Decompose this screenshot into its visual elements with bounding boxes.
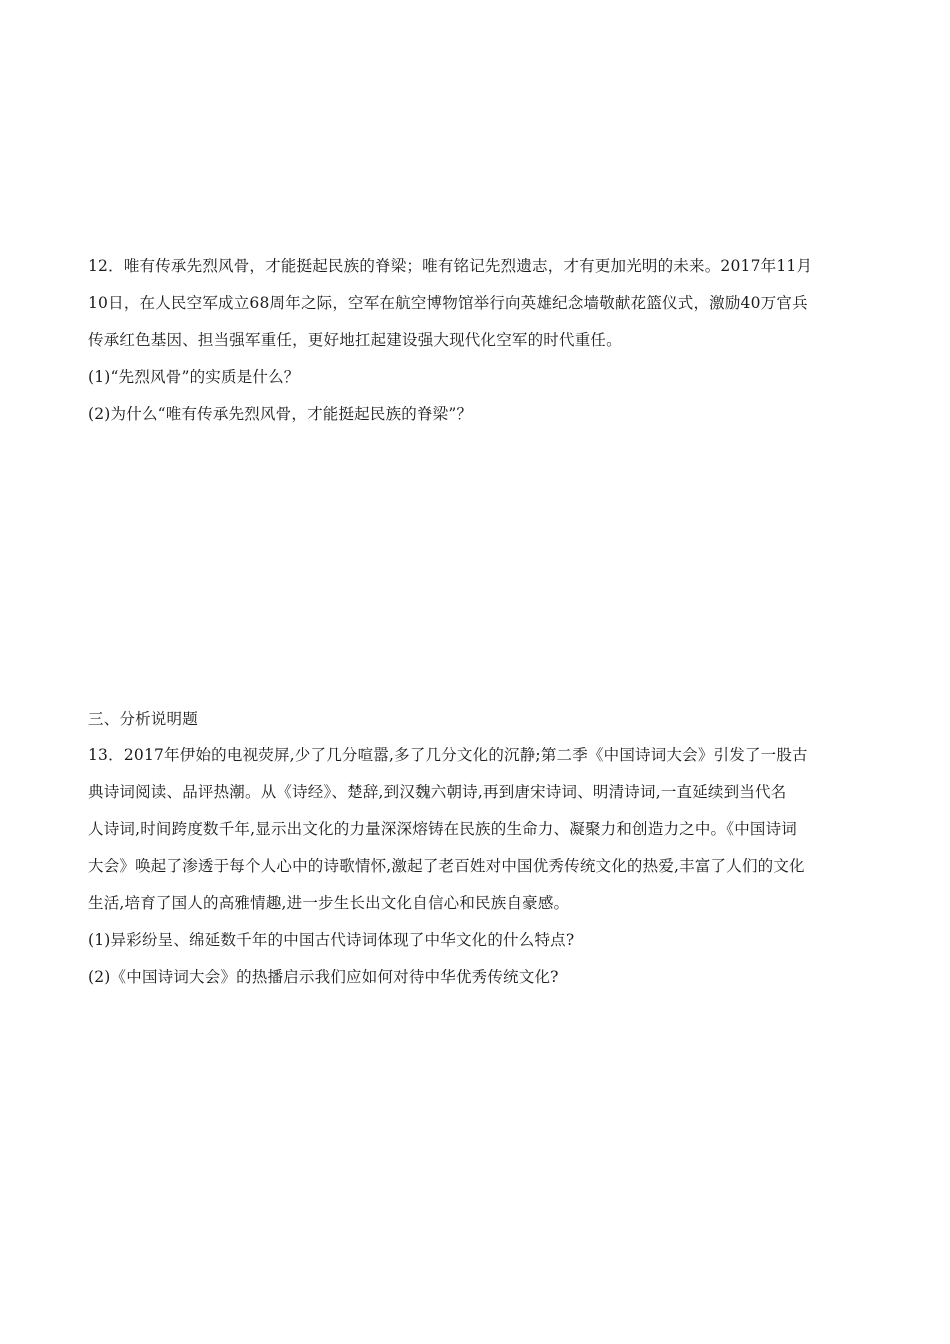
question-13-text-line-4: 大会》唤起了渗透于每个人心中的诗歌情怀,激起了老百姓对中国优秀传统文化的热爱,丰富了人们的文化 xyxy=(88,857,805,875)
question-13-sub-question-2: (2)《中国诗词大会》的热播启示我们应如何对待中华优秀传统文化? xyxy=(88,968,559,986)
question-12-text-line-1: 12．唯有传承先烈风骨，才能挺起民族的脊梁；唯有铭记先烈遗志，才有更加光明的未来。2017年11月 xyxy=(88,257,813,275)
question-12-sub-question-2: (2)为什么“唯有传承先烈风骨，才能挺起民族的脊梁”？ xyxy=(88,405,473,423)
question-13-text-line-3: 人诗词,时间跨度数千年,显示出文化的力量深深熔铸在民族的生命力、凝聚力和创造力之中。《中国诗词 xyxy=(88,820,798,838)
question-13-text-line-5: 生活,培育了国人的高雅情趣,进一步生长出文化自信心和民族自豪感。 xyxy=(88,894,570,912)
question-12-text-line-3: 传承红色基因、担当强军重任，更好地扛起建设强大现代化空军的时代重任。 xyxy=(88,331,622,349)
question-13-text-line-1: 13．2017年伊始的电视荧屏,少了几分喧嚣,多了几分文化的沉静;第二季《中国诗词大会》引发了一股古 xyxy=(88,746,808,764)
question-12-sub-question-1: (1)“先烈风骨”的实质是什么？ xyxy=(88,368,300,386)
question-12-text-line-2: 10日，在人民空军成立68周年之际，空军在航空博物馆举行向英雄纪念墙敬献花篮仪式，激励40万官兵 xyxy=(88,294,808,312)
section-title: 三、分析说明题 xyxy=(88,710,198,728)
question-13-sub-question-1: (1)异彩纷呈、绵延数千年的中国古代诗词体现了中华文化的什么特点? xyxy=(88,931,575,949)
question-13-text-line-2: 典诗词阅读、品评热潮。从《诗经》、楚辞,到汉魏六朝诗,再到唐宋诗词、明清诗词,一直延续到当代名 xyxy=(88,783,787,801)
